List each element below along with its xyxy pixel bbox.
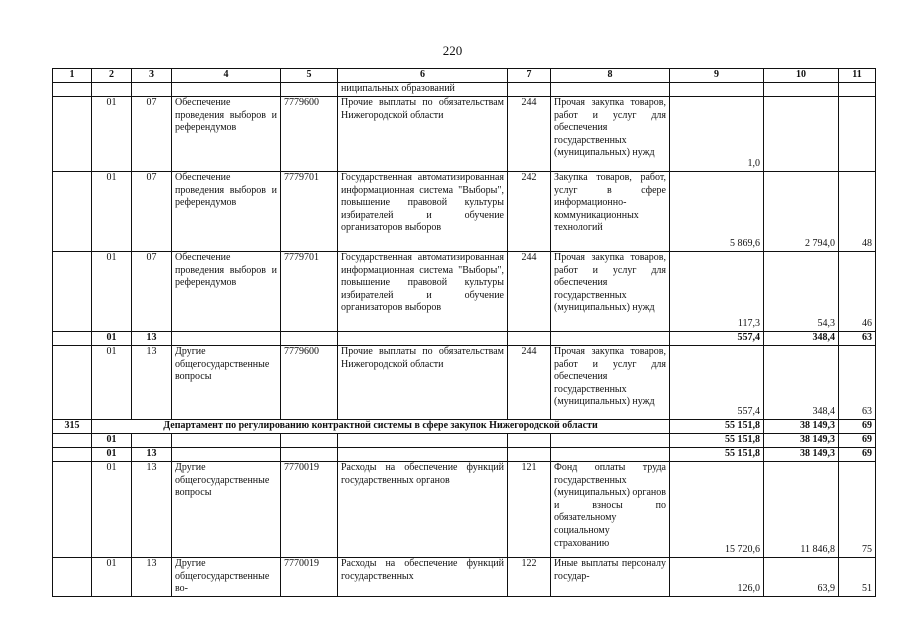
table-row <box>53 172 876 252</box>
percent-executed: 69 <box>839 448 876 462</box>
subsection-code: 07 <box>132 172 172 252</box>
expense-type-code: 244 <box>508 97 551 172</box>
target-code: 7779600 <box>281 346 338 420</box>
percent-executed: 46 <box>839 252 876 332</box>
section-code: 01 <box>92 172 132 252</box>
section-name: Обеспечение проведения выборов и референдумов <box>172 172 281 252</box>
amount-planned: 557,4 <box>670 346 764 420</box>
header-cell: 5 <box>281 69 338 83</box>
table-row <box>53 97 876 172</box>
subtotal-row <box>53 434 876 448</box>
percent-executed: 51 <box>839 558 876 597</box>
expense-type-name: Прочая закупка товаров, работ и услуг для обеспечения государственных (муниципальных) нужд <box>551 97 670 172</box>
section-code: 01 <box>92 434 132 448</box>
department-code: 315 <box>53 420 92 434</box>
subsection-code: 07 <box>132 252 172 332</box>
header-cell: 3 <box>132 69 172 83</box>
amount-executed: 38 149,3 <box>764 420 839 434</box>
expense-type-code: 121 <box>508 462 551 558</box>
subsection-code: 07 <box>132 97 172 172</box>
amount-planned: 126,0 <box>670 558 764 597</box>
amount-planned: 1,0 <box>670 97 764 172</box>
subsection-code: 13 <box>132 346 172 420</box>
percent-executed: 63 <box>839 332 876 346</box>
target-code: 7779701 <box>281 172 338 252</box>
table-row <box>53 462 876 558</box>
amount-planned: 55 151,8 <box>670 420 764 434</box>
target-name: Прочие выплаты по обязательствам Нижегородской области <box>338 346 508 420</box>
percent-executed: 69 <box>839 434 876 448</box>
target-code: 7770019 <box>281 558 338 597</box>
section-code: 01 <box>92 252 132 332</box>
subtotal-row <box>53 332 876 346</box>
section-code: 01 <box>92 332 132 346</box>
target-name: Расходы на обеспечение функций государственных органов <box>338 462 508 558</box>
table-row <box>53 346 876 420</box>
table-row <box>53 558 876 597</box>
section-code: 01 <box>92 558 132 597</box>
amount-executed: 63,9 <box>764 558 839 597</box>
amount-executed: 2 794,0 <box>764 172 839 252</box>
header-cell: 2 <box>92 69 132 83</box>
header-cell: 8 <box>551 69 670 83</box>
percent-executed: 48 <box>839 172 876 252</box>
subsection-code: 13 <box>132 448 172 462</box>
department-name: Департамент по регулированию контрактной системы в сфере закупок Нижегородской области <box>92 420 670 434</box>
page-number: 220 <box>442 43 463 58</box>
target-code: 7779600 <box>281 97 338 172</box>
header-row <box>53 69 876 83</box>
target-code: 7779701 <box>281 252 338 332</box>
header-cell: 9 <box>670 69 764 83</box>
continuation-text: ниципальных образований <box>338 83 508 97</box>
target-name: Прочие выплаты по обязательствам Нижегородской области <box>338 97 508 172</box>
amount-planned: 117,3 <box>670 252 764 332</box>
section-code: 01 <box>92 462 132 558</box>
target-name: Расходы на обеспечение функций государственных <box>338 558 508 597</box>
subsection-code: 13 <box>132 558 172 597</box>
header-cell: 10 <box>764 69 839 83</box>
amount-executed: 11 846,8 <box>764 462 839 558</box>
amount-executed: 38 149,3 <box>764 448 839 462</box>
amount-executed: 54,3 <box>764 252 839 332</box>
target-name: Государственная автоматизированная информационная система "Выборы", повышение правовой культуры избирателей и обучение организаторов выборов <box>338 252 508 332</box>
percent-executed: 75 <box>839 462 876 558</box>
target-code: 7770019 <box>281 462 338 558</box>
subsection-code: 13 <box>132 462 172 558</box>
header-cell: 6 <box>338 69 508 83</box>
expense-type-code: 242 <box>508 172 551 252</box>
section-name: Обеспечение проведения выборов и референдумов <box>172 97 281 172</box>
expense-type-name: Иные выплаты персоналу государ- <box>551 558 670 597</box>
expense-type-code: 244 <box>508 346 551 420</box>
section-code: 01 <box>92 346 132 420</box>
expense-type-name: Прочая закупка товаров, работ и услуг для обеспечения государственных (муниципальных) нужд <box>551 252 670 332</box>
subsection-code: 13 <box>132 332 172 346</box>
amount-planned: 15 720,6 <box>670 462 764 558</box>
header-cell: 4 <box>172 69 281 83</box>
amount-planned: 55 151,8 <box>670 434 764 448</box>
header-cell: 1 <box>53 69 92 83</box>
amount-executed: 348,4 <box>764 332 839 346</box>
amount-planned: 557,4 <box>670 332 764 346</box>
expense-type-code: 122 <box>508 558 551 597</box>
expense-type-code: 244 <box>508 252 551 332</box>
percent-executed: 63 <box>839 346 876 420</box>
section-name: Другие общегосударственные вопросы <box>172 462 281 558</box>
section-code: 01 <box>92 97 132 172</box>
header-cell: 7 <box>508 69 551 83</box>
expense-type-name: Фонд оплаты труда государственных (муниципальных) органов и взносы по обязательному социальному страхованию <box>551 462 670 558</box>
subtotal-row <box>53 448 876 462</box>
percent-executed <box>839 97 876 172</box>
expense-type-name: Закупка товаров, работ, услуг в сфере информационно-коммуникационных технологий <box>551 172 670 252</box>
table-row <box>53 252 876 332</box>
amount-executed: 348,4 <box>764 346 839 420</box>
percent-executed: 69 <box>839 420 876 434</box>
section-name: Обеспечение проведения выборов и референдумов <box>172 252 281 332</box>
section-name: Другие общегосударственные во- <box>172 558 281 597</box>
amount-planned: 55 151,8 <box>670 448 764 462</box>
amount-executed <box>764 97 839 172</box>
header-cell: 11 <box>839 69 876 83</box>
continuation-row <box>53 83 876 97</box>
expense-type-name: Прочая закупка товаров, работ и услуг для обеспечения государственных (муниципальных) нужд <box>551 346 670 420</box>
amount-planned: 5 869,6 <box>670 172 764 252</box>
section-name: Другие общегосударственные вопросы <box>172 346 281 420</box>
amount-executed: 38 149,3 <box>764 434 839 448</box>
department-row <box>53 420 876 434</box>
target-name: Государственная автоматизированная информационная система "Выборы", повышение правовой культуры избирателей и обучение организаторов выборов <box>338 172 508 252</box>
section-code: 01 <box>92 448 132 462</box>
budget-table <box>52 68 876 597</box>
